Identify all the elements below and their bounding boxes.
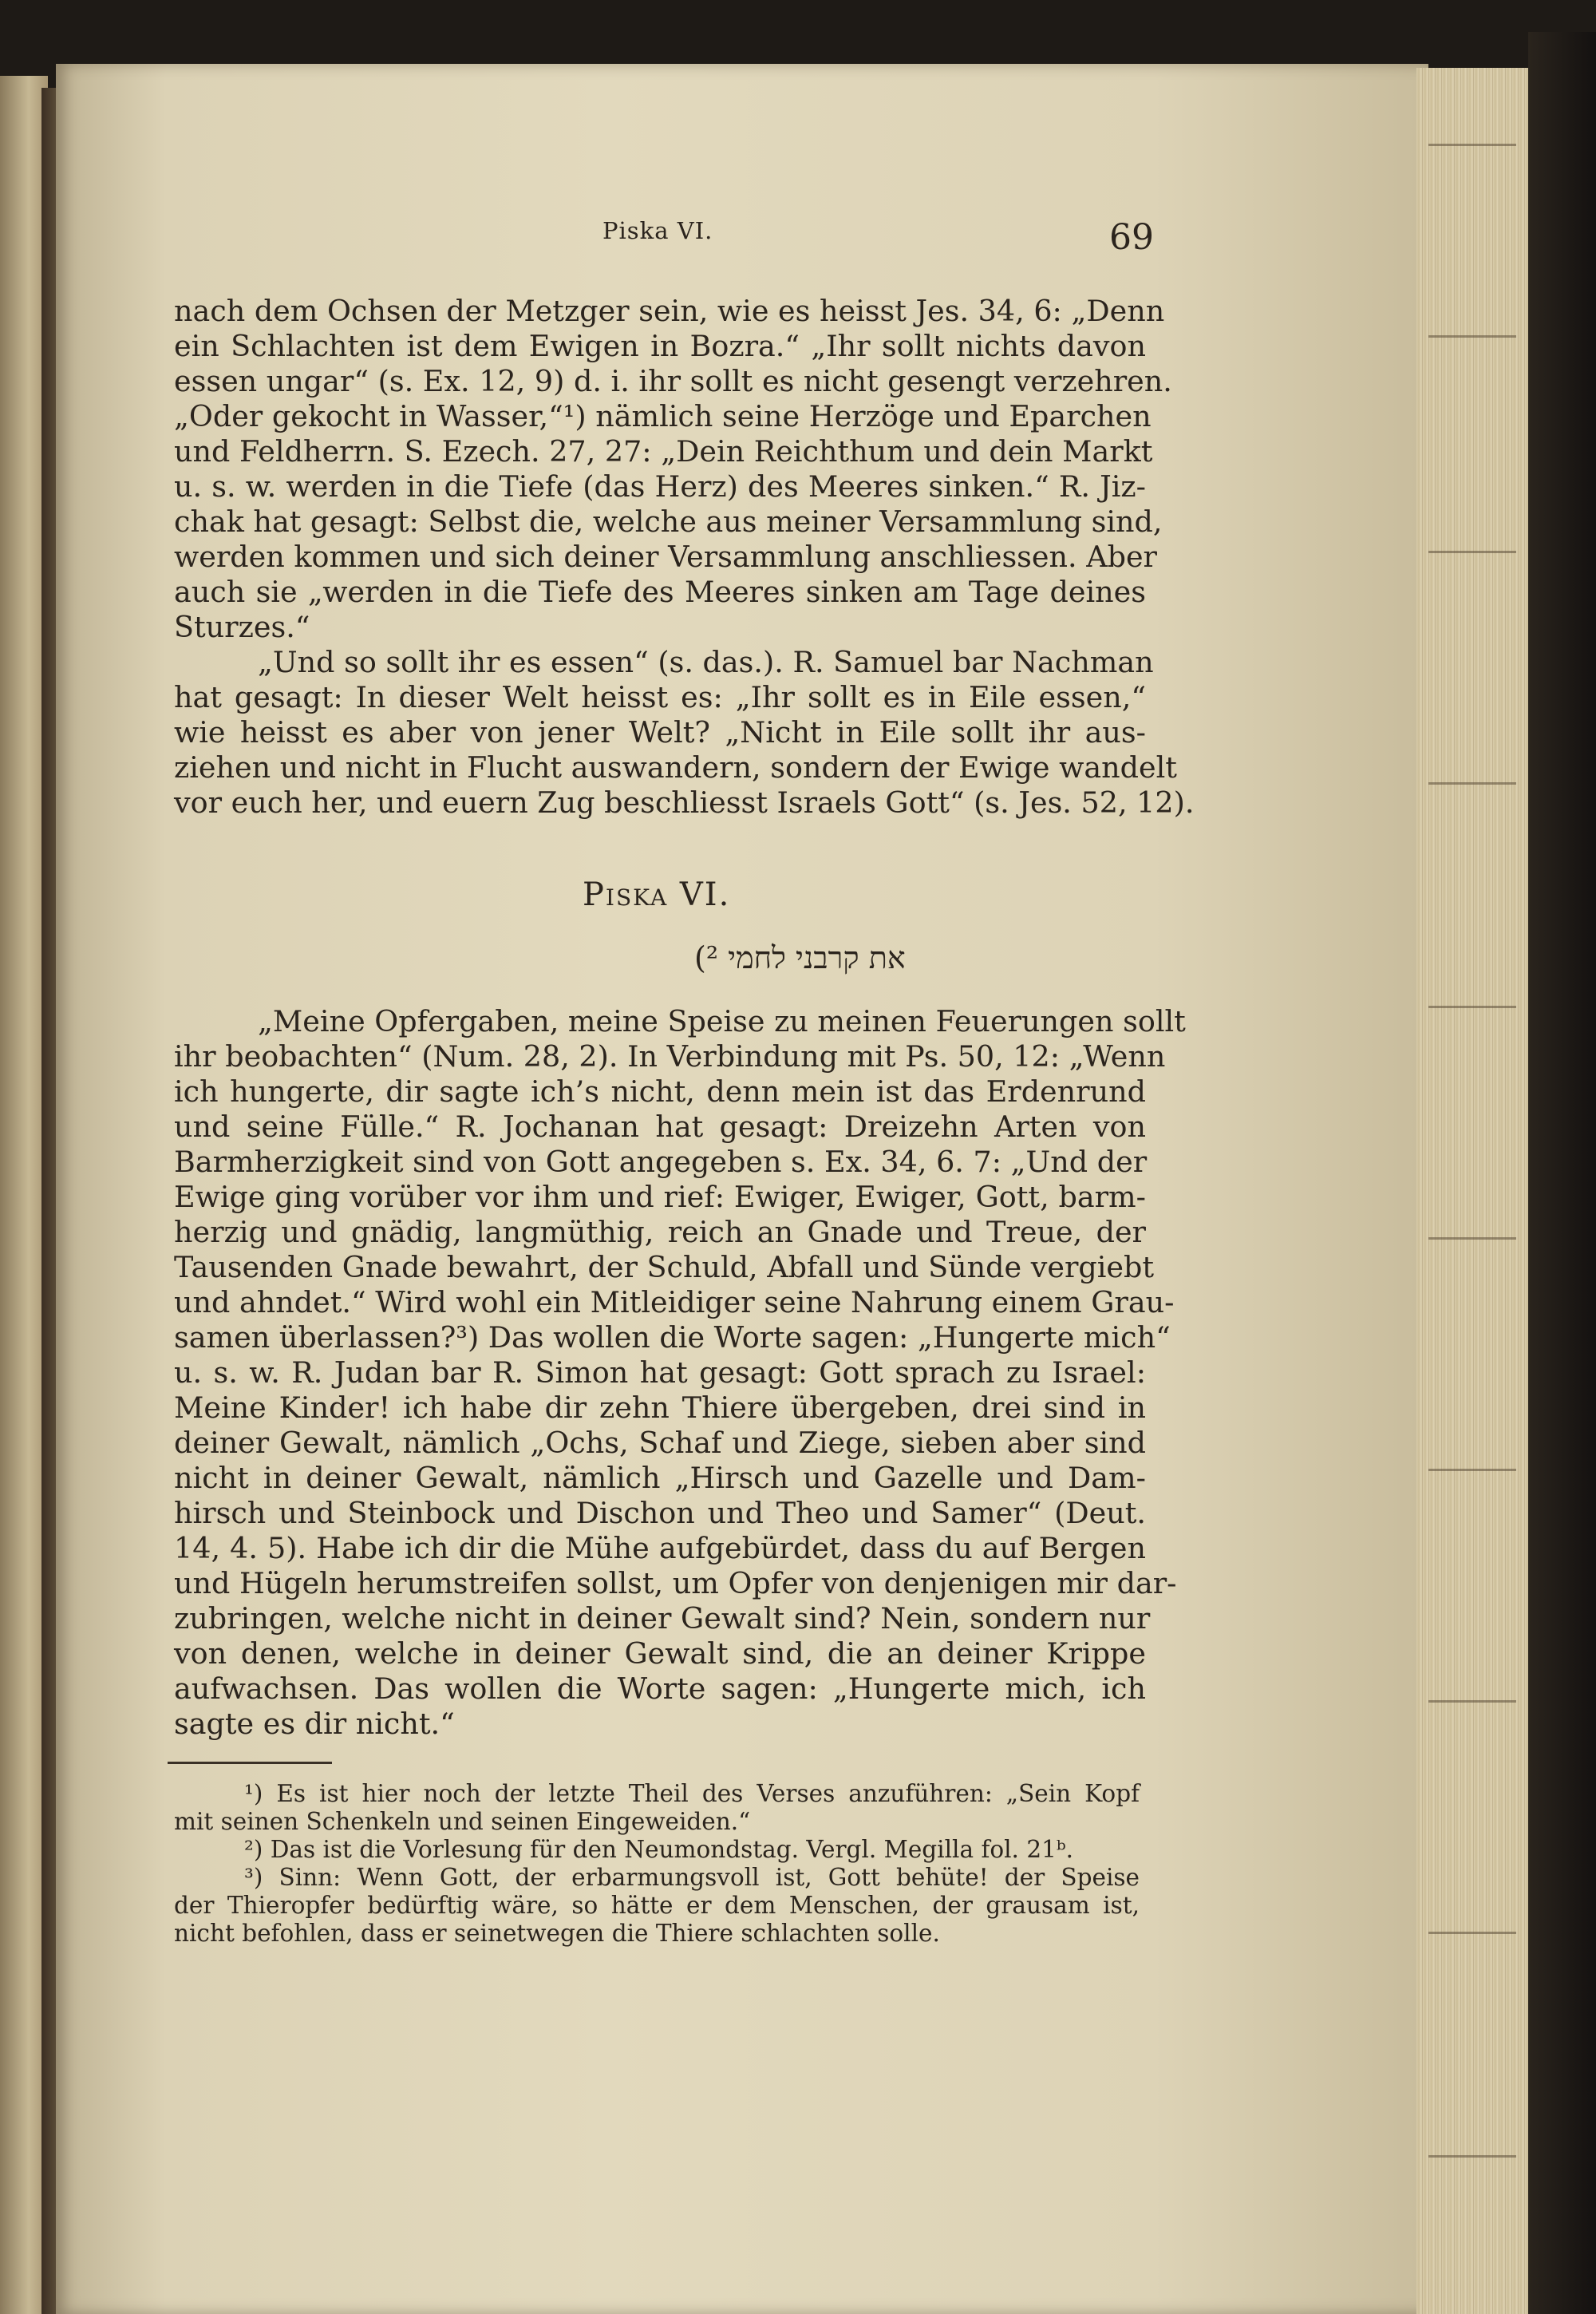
text-line: „Meine Opfergaben, meine Speise zu meinen Feuerungen sollt: [258, 1004, 1186, 1038]
text-line: ein Schlachten ist dem Ewigen in Bozra.“ „Ihr sollt nichts davon: [174, 329, 1146, 363]
left-page-edge: [0, 76, 48, 2314]
edge-mark: [1428, 1237, 1516, 1240]
page-number: 69: [1109, 217, 1154, 258]
text-line: zubringen, welche nicht in deiner Gewalt sind? Nein, sondern nur: [174, 1601, 1151, 1636]
hebrew-heading: את קרבני לחמי ²): [694, 940, 906, 975]
footnote-line: nicht befohlen, dass er seinetwegen die Thiere schlachten solle.: [174, 1920, 940, 1947]
edge-mark: [1428, 782, 1516, 785]
running-header: Piska VI.: [602, 217, 713, 244]
footnote-line: der Thieropfer bedürftig wäre, so hätte er dem Menschen, der grausam ist,: [174, 1892, 1140, 1919]
edge-mark: [1428, 144, 1516, 146]
page-stack-edge: [1416, 68, 1528, 2314]
footnote-line: ³) Sinn: Wenn Gott, der erbarmungsvoll ist, Gott behüte! der Speise: [244, 1864, 1140, 1891]
text-line: sagte es dir nicht.“: [174, 1707, 455, 1741]
text-line: wie heisst es aber von jener Welt? „Nicht in Eile sollt ihr aus-: [174, 715, 1146, 750]
edge-mark: [1428, 1700, 1516, 1703]
text-line: samen überlassen?³) Das wollen die Worte sagen: „Hungerte mich“: [174, 1320, 1171, 1355]
text-line: hat gesagt: In dieser Welt heisst es: „Ihr sollt es in Eile essen,“: [174, 680, 1146, 714]
text-line: hirsch und Steinbock und Dischon und Theo und Samer“ (Deut.: [174, 1496, 1146, 1530]
text-line: Sturzes.“: [174, 610, 310, 644]
footnote-line: ²) Das ist die Vorlesung für den Neumondstag. Vergl. Megilla fol. 21ᵇ.: [244, 1836, 1074, 1863]
text-line: ziehen und nicht in Flucht auswandern, sondern der Ewige wandelt: [174, 750, 1177, 785]
text-line: Ewige ging vorüber vor ihm und rief: Ewiger, Ewiger, Gott, barm-: [174, 1180, 1146, 1214]
text-line: u. s. w. R. Judan bar R. Simon hat gesagt: Gott sprach zu Israel:: [174, 1355, 1146, 1390]
edge-mark: [1428, 335, 1516, 338]
text-line: nicht in deiner Gewalt, nämlich „Hirsch und Gazelle und Dam-: [174, 1461, 1146, 1495]
text-line: „Und so sollt ihr es essen“ (s. das.). R. Samuel bar Nachman: [258, 645, 1154, 679]
edge-mark: [1428, 1469, 1516, 1471]
text-line: Barmherzigkeit sind von Gott angegeben s. Ex. 34, 6. 7: „Und der: [174, 1145, 1148, 1179]
text-line: u. s. w. werden in die Tiefe (das Herz) des Meeres sinken.“ R. Jiz-: [174, 469, 1146, 504]
footnote-rule: [168, 1762, 332, 1764]
edge-mark: [1428, 2155, 1516, 2158]
text-line: von denen, welche in deiner Gewalt sind, die an deiner Krippe: [174, 1636, 1146, 1671]
text-line: deiner Gewalt, nämlich „Ochs, Schaf und Ziege, sieben aber sind: [174, 1426, 1146, 1460]
edge-mark: [1428, 551, 1516, 553]
text-line: chak hat gesagt: Selbst die, welche aus meiner Versammlung sind,: [174, 504, 1163, 539]
edge-mark: [1428, 1006, 1516, 1008]
text-line: herzig und gnädig, langmüthig, reich an Gnade und Treue, der: [174, 1215, 1146, 1249]
section-heading: Piska VI.: [583, 876, 731, 913]
text-line: Meine Kinder! ich habe dir zehn Thiere übergeben, drei sind in: [174, 1390, 1146, 1425]
text-line: nach dem Ochsen der Metzger sein, wie es heisst Jes. 34, 6: „Denn: [174, 294, 1165, 328]
text-line: werden kommen und sich deiner Versammlung anschliessen. Aber: [174, 540, 1157, 574]
text-line: 14, 4. 5). Habe ich dir die Mühe aufgebürdet, dass du auf Bergen: [174, 1531, 1146, 1565]
text-line: ihr beobachten“ (Num. 28, 2). In Verbindung mit Ps. 50, 12: „Wenn: [174, 1039, 1166, 1074]
text-line: „Oder gekocht in Wasser,“¹) nämlich seine Herzöge und Eparchen: [174, 399, 1152, 433]
text-line: essen ungar“ (s. Ex. 12, 9) d. i. ihr sollt es nicht gesengt verzehren.: [174, 364, 1172, 398]
text-line: und Feldherrn. S. Ezech. 27, 27: „Dein Reichthum und dein Markt: [174, 434, 1153, 469]
text-line: Tausenden Gnade bewahrt, der Schuld, Abfall und Sünde vergiebt: [174, 1250, 1155, 1284]
text-line: und ahndet.“ Wird wohl ein Mitleidiger seine Nahrung einem Grau-: [174, 1285, 1175, 1319]
edge-mark: [1428, 1932, 1516, 1934]
footnote-line: mit seinen Schenkeln und seinen Eingeweiden.“: [174, 1808, 751, 1835]
text-line: aufwachsen. Das wollen die Worte sagen: „Hungerte mich, ich: [174, 1671, 1146, 1706]
text-line: und seine Fülle.“ R. Jochanan hat gesagt: Dreizehn Arten von: [174, 1110, 1146, 1144]
text-line: auch sie „werden in die Tiefe des Meeres sinken am Tage deines: [174, 575, 1146, 609]
book-cover: [1528, 32, 1596, 2314]
text-line: und Hügeln herumstreifen sollst, um Opfer von denjenigen mir dar-: [174, 1566, 1177, 1600]
text-line: vor euch her, und euern Zug beschliesst Israels Gott“ (s. Jes. 52, 12).: [174, 785, 1195, 820]
text-line: ich hungerte, dir sagte ich’s nicht, denn mein ist das Erdenrund: [174, 1074, 1146, 1109]
footnote-line: ¹) Es ist hier noch der letzte Theil des Verses anzuführen: „Sein Kopf: [244, 1780, 1140, 1807]
